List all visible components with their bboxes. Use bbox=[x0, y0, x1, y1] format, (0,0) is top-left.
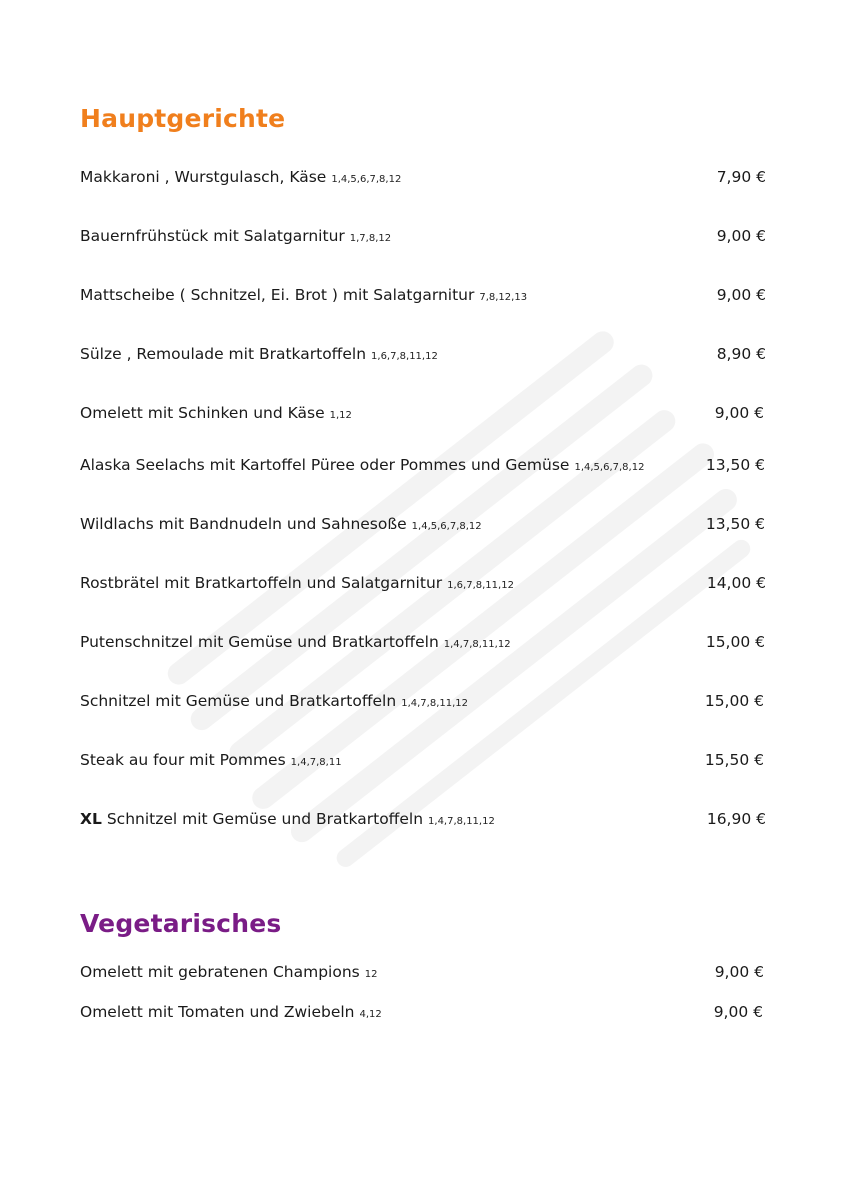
menu-item bbox=[80, 167, 766, 190]
menu-item-price: 13,50 € bbox=[705, 515, 765, 533]
menu-item bbox=[80, 1002, 763, 1025]
menu-item-price: 15,00 € bbox=[705, 633, 765, 651]
menu-item bbox=[80, 750, 764, 773]
menu-item bbox=[80, 285, 766, 308]
menu-item-allergens: 4,12 bbox=[359, 1009, 382, 1020]
menu-item-name: Mattscheibe ( Schnitzel, Ei. Brot ) mit Salatgarnitur bbox=[80, 286, 475, 304]
menu-item-allergens: 1,4,5,6,7,8,12 bbox=[331, 174, 402, 185]
menu-item-allergens: 1,4,7,8,11,12 bbox=[401, 698, 468, 709]
menu-item-price: 15,00 € bbox=[704, 692, 764, 710]
menu-item-price: 9,00 € bbox=[713, 1003, 763, 1021]
menu-item bbox=[80, 573, 766, 596]
menu-item-allergens: 1,6,7,8,11,12 bbox=[447, 580, 514, 591]
menu-item-name: Schnitzel mit Gemüse und Bratkartoffeln bbox=[80, 692, 397, 710]
menu-item-name: Makkaroni , Wurstgulasch, Käse bbox=[80, 168, 327, 186]
menu-item-name: Sülze , Remoulade mit Bratkartoffeln bbox=[80, 345, 367, 363]
menu-item bbox=[80, 632, 765, 655]
menu-item-allergens: 1,7,8,12 bbox=[349, 233, 392, 244]
menu-item-name: Steak au four mit Pommes bbox=[80, 751, 286, 769]
menu-item bbox=[80, 691, 764, 714]
menu-item-price: 7,90 € bbox=[716, 168, 766, 186]
menu-item-name: Wildlachs mit Bandnudeln und Sahnesoße bbox=[80, 515, 407, 533]
menu-item-price: 9,00 € bbox=[714, 963, 764, 981]
menu-item-allergens: 1,6,7,8,11,12 bbox=[371, 351, 438, 362]
menu-item-allergens: 1,4,7,8,11 bbox=[290, 757, 342, 768]
menu-item-name: Rostbrätel mit Bratkartoffeln und Salatgarnitur bbox=[80, 574, 443, 592]
menu-item bbox=[80, 962, 764, 985]
menu-item-price: 13,50 € bbox=[705, 456, 765, 474]
menu-item-price: 8,90 € bbox=[716, 345, 766, 363]
menu-item-name: Omelett mit gebratenen Champions bbox=[80, 963, 360, 981]
menu-item-price: 9,00 € bbox=[714, 404, 764, 422]
menu-item bbox=[80, 809, 766, 832]
menu-item-allergens: 12 bbox=[364, 969, 378, 980]
menu-item-name: Alaska Seelachs mit Kartoffel Püree oder Pommes und Gemüse bbox=[80, 456, 570, 474]
menu-item bbox=[80, 455, 765, 478]
menu-item bbox=[80, 344, 766, 367]
menu-item-allergens: 7,8,12,13 bbox=[479, 292, 528, 303]
menu-item-name: Omelett mit Tomaten und Zwiebeln bbox=[80, 1003, 355, 1021]
section-title-hauptgerichte: Hauptgerichte bbox=[80, 104, 286, 133]
menu-item-price: 16,90 € bbox=[706, 810, 766, 828]
menu-item-price: 15,50 € bbox=[704, 751, 764, 769]
menu-item-name: Schnitzel mit Gemüse und Bratkartoffeln bbox=[106, 810, 424, 828]
menu-item-allergens: 1,4,7,8,11,12 bbox=[443, 639, 511, 650]
menu-item-allergens: 1,4,5,6,7,8,12 bbox=[574, 462, 645, 473]
menu-item bbox=[80, 226, 766, 249]
menu-item-price: 14,00 € bbox=[706, 574, 766, 592]
menu-item-price: 9,00 € bbox=[716, 227, 766, 245]
menu-item-name: Putenschnitzel mit Gemüse und Bratkartoffeln bbox=[80, 633, 439, 651]
menu-item-allergens: 1,12 bbox=[329, 410, 352, 421]
menu-item-allergens: 1,4,7,8,11,12 bbox=[428, 816, 495, 827]
menu-item-name: Omelett mit Schinken und Käse bbox=[80, 404, 325, 422]
menu-item-allergens: 1,4,5,6,7,8,12 bbox=[411, 521, 482, 532]
menu-item-name: Bauernfrühstück mit Salatgarnitur bbox=[80, 227, 345, 245]
menu-item bbox=[80, 514, 765, 537]
menu-item-size-prefix: XL bbox=[80, 810, 102, 828]
menu-item-price: 9,00 € bbox=[716, 286, 766, 304]
section-title-vegetarisches: Vegetarisches bbox=[80, 909, 282, 938]
menu-item bbox=[80, 403, 764, 426]
